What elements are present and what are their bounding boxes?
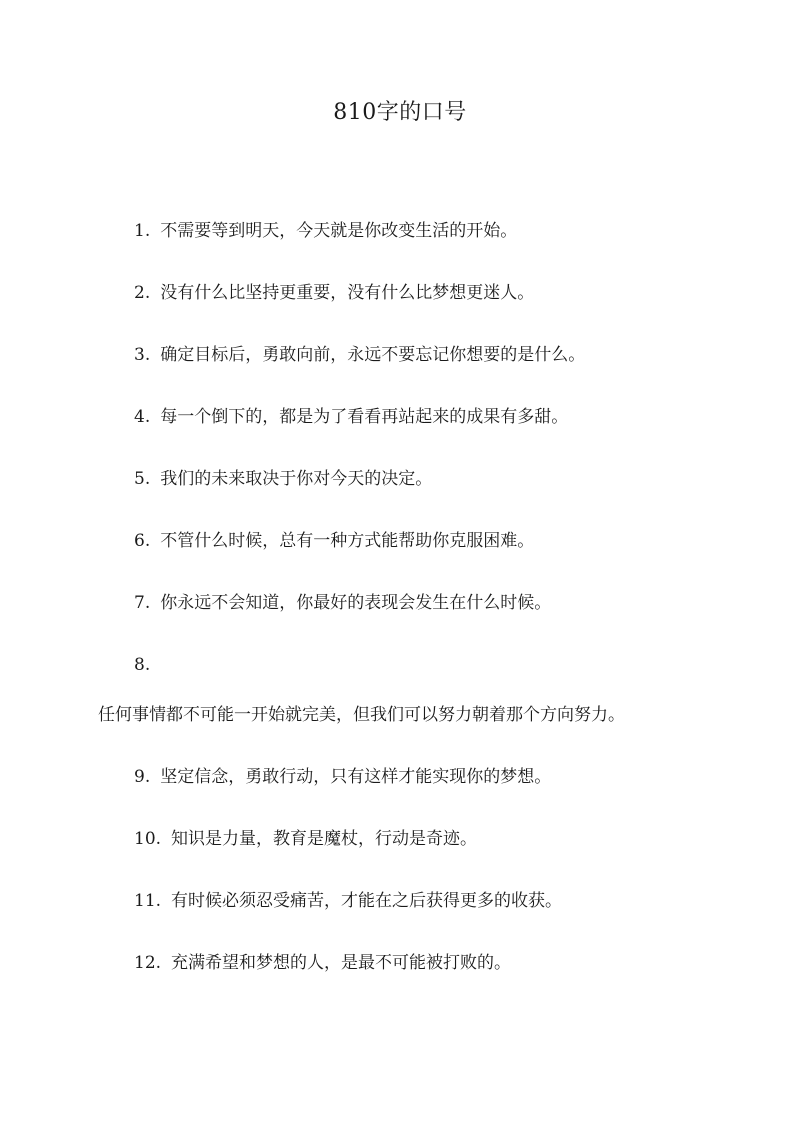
- item-number: 7.: [134, 593, 151, 613]
- item-text: 确定目标后，勇敢向前，永远不要忘记你想要的是什么。: [160, 345, 586, 365]
- item-number: 5.: [134, 469, 151, 489]
- item-number: 4.: [134, 407, 151, 427]
- item-number: 9.: [134, 767, 151, 787]
- item-number: 2.: [134, 283, 151, 303]
- list-item: [134, 529, 534, 553]
- item-text: 有时候必须忍受痛苦，才能在之后获得更多的收获。: [171, 891, 563, 911]
- list-item: [134, 951, 511, 975]
- list-item: [134, 405, 568, 429]
- item-number: 8.: [134, 655, 151, 675]
- list-item: [134, 765, 551, 789]
- item-text: 我们的未来取决于你对今天的决定。: [160, 469, 433, 489]
- item-text: 坚定信念，勇敢行动，只有这样才能实现你的梦想。: [160, 767, 552, 787]
- item-number: 6.: [134, 531, 151, 551]
- list-item: [134, 219, 517, 243]
- item-number: 12.: [134, 953, 162, 973]
- list-item: [134, 343, 585, 367]
- item-text: 不需要等到明天，今天就是你改变生活的开始。: [160, 221, 518, 241]
- item-text: 不管什么时候，总有一种方式能帮助你克服困难。: [160, 531, 535, 551]
- item-number: 10.: [134, 829, 162, 849]
- item-number: 3.: [134, 345, 151, 365]
- item-text: 你永远不会知道，你最好的表现会发生在什么时候。: [160, 593, 552, 613]
- item-number: 1.: [134, 221, 151, 241]
- item-text: 充满希望和梦想的人，是最不可能被打败的。: [171, 953, 512, 973]
- item-number: 11.: [134, 891, 162, 911]
- list-item: [134, 591, 551, 615]
- document-title: 810字的口号: [333, 100, 467, 125]
- item-text: 知识是力量，教育是魔杖，行动是奇迹。: [171, 829, 478, 849]
- list-item: [134, 467, 432, 491]
- item-text: 任何事情都不可能一开始就完美，但我们可以努力朝着那个方向努力。: [98, 705, 625, 725]
- list-item: [134, 281, 534, 305]
- list-item: [134, 827, 477, 851]
- list-item: [134, 889, 562, 913]
- item-text: 没有什么比坚持更重要，没有什么比梦想更迷人。: [160, 283, 535, 303]
- item-text: 每一个倒下的，都是为了看看再站起来的成果有多甜。: [160, 407, 569, 427]
